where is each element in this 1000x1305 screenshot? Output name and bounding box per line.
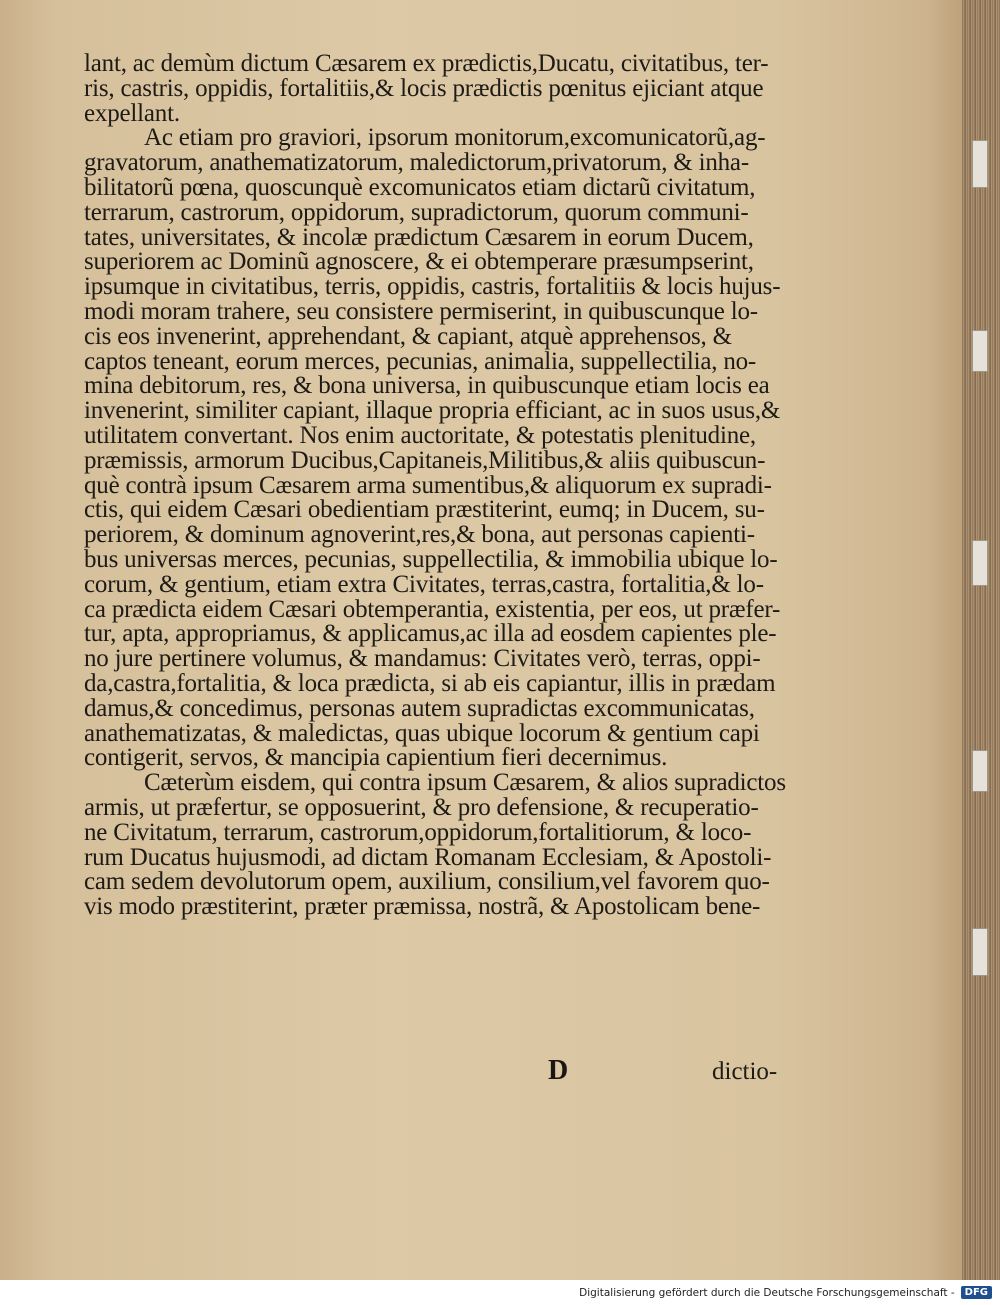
paragraph-3	[84, 771, 796, 920]
footer-text: Digitalisierung gefördert durch die Deutsche Forschungsgemeinschaft -	[579, 1286, 955, 1299]
text-line: bus universas merces, pecunias, suppellectilia, & immobilia ubique lo-	[84, 545, 778, 573]
text-line: mina debitorum, res, & bona universa, in quibuscunque etiam locis ea	[84, 372, 770, 400]
dfg-logo: DFG	[961, 1286, 992, 1299]
text-line: ipsumque in civitatibus, terris, oppidis, castris, fortalitiis & locis hujus-	[84, 273, 781, 301]
page-tab	[972, 540, 988, 586]
catchword: dictio-	[712, 1058, 778, 1085]
page-tab	[972, 330, 988, 372]
text-line: invenerint, similiter capiant, illaque propria efficiant, ac in suos usus,&	[84, 397, 781, 425]
text-line: da,castra,fortalitia, & loca prædicta, si ab eis capiantur, illis in prædam	[84, 669, 776, 697]
text-line: anathematizatas, & maledictas, quas ubique locorum & gentium capi	[84, 719, 760, 747]
text-line: contigerit, servos, & mancipia capientium fieri decernimus.	[84, 744, 668, 772]
text-line: expellant.	[84, 99, 180, 127]
text-line: ne Civitatum, terrarum, castrorum,oppidorum,fortalitiorum, & loco-	[84, 818, 752, 846]
text-line: tur, apta, appropriamus, & applicamus,ac illa ad eosdem capientes ple-	[84, 620, 777, 648]
text-line: ris, castris, oppidis, fortalitiis,& locis prædictis pœnitus ejiciant atque	[84, 74, 764, 102]
text-line: utilitatem convertant. Nos enim auctoritate, & potestatis plenitudine,	[84, 421, 756, 449]
text-line: rum Ducatus hujusmodi, ad dictam Romanam Ecclesiam, & Apostoli-	[84, 843, 772, 871]
footer	[0, 1280, 1000, 1305]
text-line: vis modo præstiterint, præter præmissa, nostrã, & Apostolicam bene-	[84, 893, 761, 921]
text-line: cam sedem devolutorum opem, auxilium, consilium,vel favorem quo-	[84, 868, 770, 896]
text-line: lant, ac demùm dictum Cæsarem ex prædictis,Ducatu, civitatibus, ter-	[84, 50, 769, 77]
signature-mark: D	[548, 1055, 569, 1086]
text-line: damus,& concedimus, personas autem supradictas excommunicatas,	[84, 694, 755, 722]
text-line: ctis, qui eidem Cæsari obedientiam præstiterint, eumq; in Ducem, su-	[84, 496, 765, 524]
page-tab	[972, 928, 988, 976]
text-line: Cæterùm eisdem, qui contra ipsum Cæsarem, & alios supradictos	[144, 769, 786, 797]
text-line: superiorem ac Dominũ agnoscere, & ei obtemperare præsumpserint,	[84, 248, 754, 276]
text-line: corum, & gentium, etiam extra Civitates, terras,castra, fortalitia,& lo-	[84, 570, 764, 598]
text-line: Ac etiam pro graviori, ipsorum monitorum,excomunicatorũ,ag-	[144, 124, 766, 152]
text-line: no jure pertinere volumus, & mandamus: Civitates verò, terras, oppi-	[84, 645, 761, 673]
body-text	[84, 52, 796, 920]
paragraph-1	[84, 52, 796, 126]
text-line: armis, ut præfertur, se opposuerint, & pro defensione, & recuperatio-	[84, 793, 759, 821]
page-edge	[962, 0, 1000, 1280]
page-tab	[972, 750, 988, 792]
text-line: modi moram trahere, seu consistere permiserint, in quibuscunque lo-	[84, 297, 758, 325]
text-line: bilitatorũ pœna, quoscunquè excomunicatos etiam dictarũ civitatum,	[84, 173, 756, 201]
text-line: ca prædicta eidem Cæsari obtemperantia, existentia, per eos, ut præfer-	[84, 595, 781, 623]
text-line: periorem, & dominum agnoverint,res,& bona, aut personas capienti-	[84, 521, 755, 549]
text-line: cis eos invenerint, apprehendant, & capiant, atquè apprehensos, &	[84, 322, 732, 350]
text-line: gravatorum, anathematizatorum, maledictorum,privatorum, & inha-	[84, 149, 749, 177]
page-tab	[972, 140, 988, 188]
text-line: captos teneant, eorum merces, pecunias, animalia, suppellectilia, no-	[84, 347, 757, 375]
text-line: què contrà ipsum Cæsarem arma sumentibus,& aliquorum ex supradi-	[84, 471, 772, 499]
paragraph-2	[84, 126, 796, 771]
text-line: præmissis, armorum Ducibus,Capitaneis,Militibus,& aliis quibuscun-	[84, 446, 766, 474]
text-line: terrarum, castrorum, oppidorum, supradictorum, quorum communi-	[84, 198, 749, 226]
text-line: tates, universitates, & incolæ prædictum Cæsarem in eorum Ducem,	[84, 223, 754, 251]
